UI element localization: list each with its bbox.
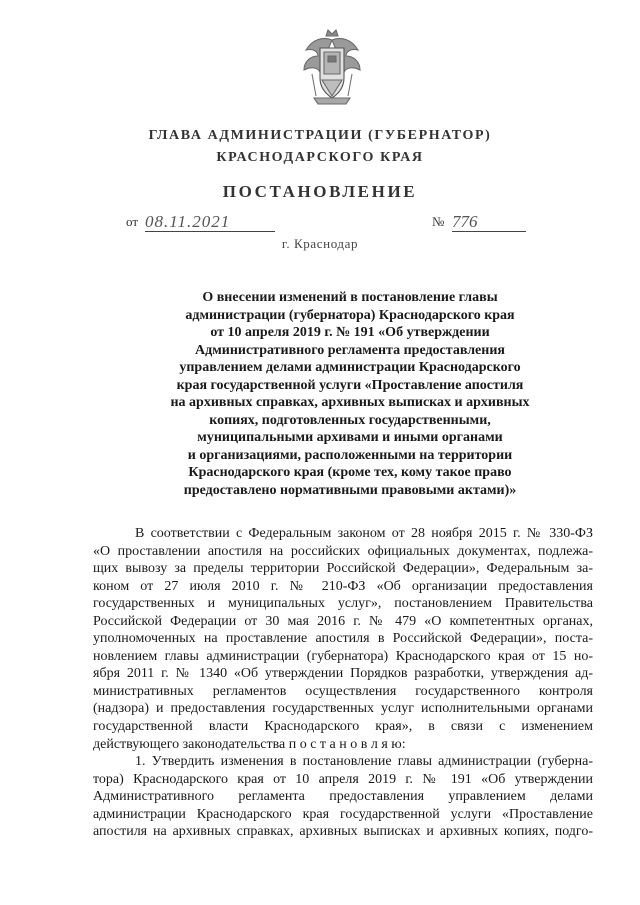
body-line: новлением главы администрации (губернатора) Краснодарского края от 15 но-	[93, 648, 593, 664]
document-body	[93, 525, 593, 841]
title-line: копиях, подготовленных государственными,	[209, 412, 491, 428]
title-line: предоставлено нормативными правовыми актами)»	[183, 482, 517, 498]
body-line: министративных регламентов осуществления государственного контроля	[93, 683, 593, 699]
title-line: и организациями, расположенными на территории	[187, 447, 513, 463]
title-line: О внесении изменений в постановление главы	[202, 290, 498, 305]
body-line: Российской Федерации от 30 мая 2016 г. № 479 «О компетентных органах,	[93, 613, 593, 629]
body-line: ября 2011 г. № 1340 «Об утверждении Порядков разработки, утверждения ад-	[93, 666, 593, 682]
number-prefix: №	[432, 214, 445, 229]
body-line: действующего законодательства п о с т а н о в л я ю:	[93, 736, 406, 752]
body-line: (надзора) и предоставления государственных услуг исполнительными органами	[93, 701, 593, 717]
body-line: щих вывозу за пределы территории Российской Федерации», Федеральным за-	[93, 561, 593, 577]
body-line: коном от 27 июля 2010 г. № 210-ФЗ «Об организации предоставления	[93, 578, 593, 594]
title-line: от 10 апреля 2019 г. № 191 «Об утверждении	[210, 325, 490, 340]
issuer-title-line-2: КРАСНОДАРСКОГО КРАЯ	[216, 150, 424, 165]
title-line: Краснодарского края (кроме тех, кому такое право	[188, 465, 512, 480]
title-line: управлением делами администрации Краснодарского	[179, 360, 521, 375]
body-line: В соответствии с Федеральным законом от 28 ноября 2015 г. № 330-ФЗ	[135, 526, 593, 541]
issuer-title-line-1: ГЛАВА АДМИНИСТРАЦИИ (ГУБЕРНАТОР)	[148, 128, 492, 143]
body-line: Административного регламента предоставления управлением делами	[93, 789, 593, 805]
title-line: Административного регламента предоставления	[195, 342, 505, 358]
document-type: ПОСТАНОВЛЕНИЕ	[222, 182, 418, 201]
body-line: уполномоченных на проставление апостиля в Российской Федерации», поста-	[93, 631, 593, 647]
title-line: на архивных справках, архивных выписках и архивных	[170, 395, 530, 410]
body-line: «О проставлении апостиля на российских официальных документах, подлежа-	[93, 543, 593, 559]
document-title	[140, 289, 560, 499]
body-line: администрации Краснодарского края государственной услуги «Проставление	[93, 806, 593, 822]
title-line: администрации (губернатора) Краснодарского края	[185, 307, 515, 323]
document-date: 08.11.2021	[145, 213, 275, 232]
title-line: края государственной услуги «Проставление апостиля	[176, 377, 524, 393]
date-number-row	[0, 211, 640, 237]
title-line: муниципальными архивами и иными органами	[197, 430, 503, 445]
body-line: тора) Краснодарского края от 10 апреля 2019 г. № 191 «Об утверждении	[93, 771, 593, 787]
document-number: 776	[452, 213, 526, 232]
body-line: апостиля на архивных справках, архивных выписках и архивных копиях, подго-	[93, 824, 593, 840]
body-line: государственной власти Краснодарского края», в связи с изменением	[93, 719, 593, 735]
body-line: 1. Утвердить изменения в постановление главы администрации (губерна-	[135, 754, 593, 770]
date-prefix: от	[126, 214, 139, 229]
city: г. Краснодар	[281, 236, 359, 251]
body-line: государственных и муниципальных услуг», постановлением Правительства	[93, 596, 593, 612]
coat-of-arms-icon	[300, 26, 364, 108]
